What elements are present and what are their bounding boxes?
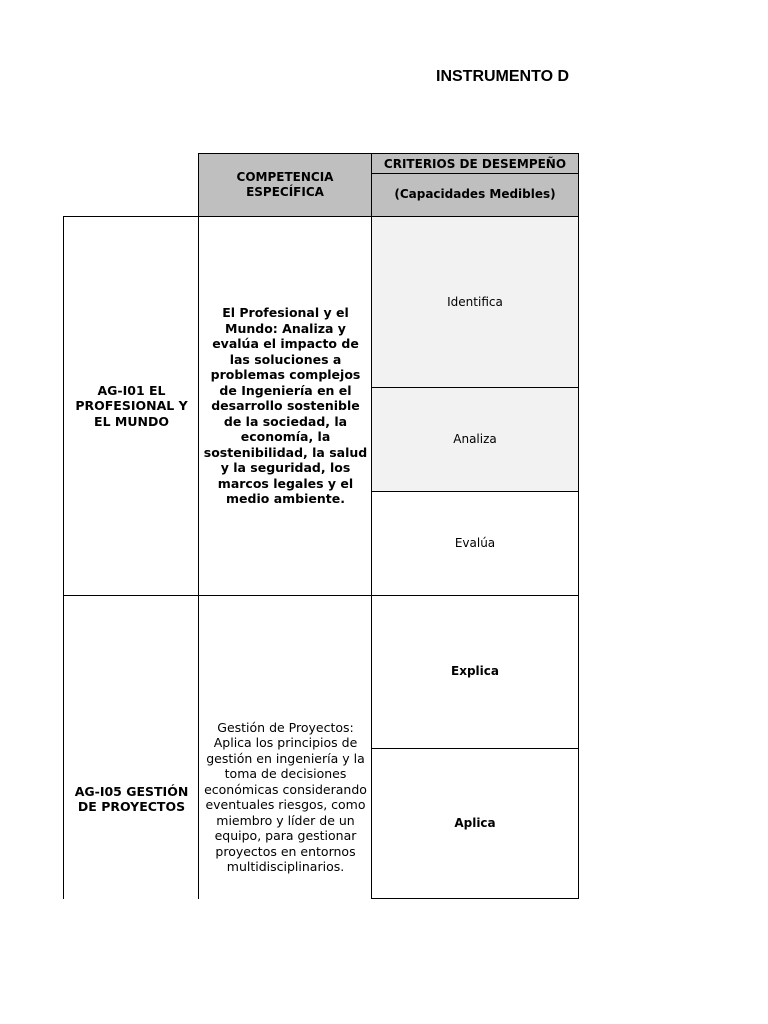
header-criterios: CRITERIOS DE DESEMPEÑO (371, 153, 579, 174)
header-capacidades: (Capacidades Medibles) (371, 173, 579, 217)
document-title: INSTRUMENTO D (436, 68, 570, 85)
criterio-cell: Evalúa (371, 491, 579, 596)
competencia-description-cell: Gestión de Proyectos: Aplica los principios de gestión en ingeniería y la toma de decisiones económicas considerando eventuales riesgos, como miembro y líder de un equipo, para gestionar proyectos en entornos multidisciplinarios. (198, 595, 372, 899)
header-competencia: COMPETENCIA ESPECÍFICA (198, 153, 372, 217)
competencia-code-cell: AG-I05 GESTIÓN DE PROYECTOS (63, 595, 199, 899)
criterio-cell: Explica (371, 595, 579, 749)
criterio-cell: Aplica (371, 748, 579, 899)
competencia-code-cell: AG-I01 EL PROFESIONAL Y EL MUNDO (63, 216, 199, 596)
criterio-cell: Analiza (371, 387, 579, 492)
criterio-cell: Identifica (371, 216, 579, 388)
competencia-description-cell: El Profesional y el Mundo: Analiza y evalúa el impacto de las soluciones a problemas complejos de Ingeniería en el desarrollo sostenible de la sociedad, la economía, la sostenibilidad, la salud y la seguridad, los marcos legales y el medio ambiente. (198, 216, 372, 596)
